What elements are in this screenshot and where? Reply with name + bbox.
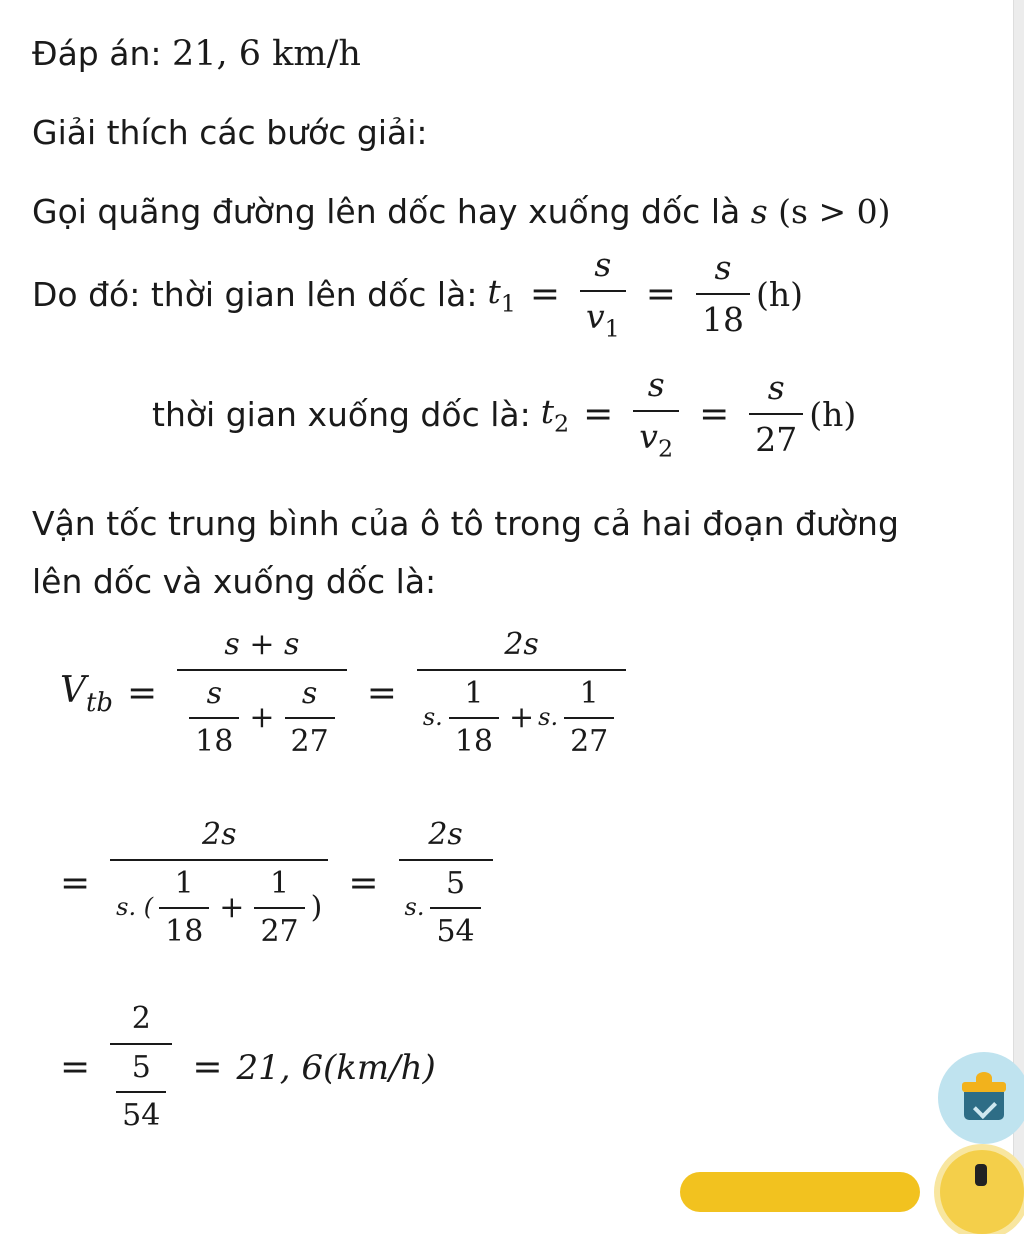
vtb-symbol: $V_{tb}$ [60, 669, 113, 718]
gift-icon [964, 1076, 1004, 1120]
t2-var: $t_2$ [540, 391, 570, 437]
paragraph-line-1: Vận tốc trung bình của ô tô trong cả hai đoạn đường [32, 504, 899, 543]
explain-heading: Giải thích các bước giải: [32, 113, 428, 152]
t2-text: thời gian xuống dốc là: [152, 394, 531, 434]
bottom-action-pill[interactable] [680, 1172, 920, 1212]
scrollbar-track[interactable] [1013, 0, 1024, 1193]
t2-line: thời gian xuống dốc là: $t_2$ = $\frac{s}{v_2}$ = $\frac{s}{27}$ (h) [152, 365, 857, 463]
t2-unit: (h) [809, 394, 857, 434]
t1-text: Do đó: thời gian lên dốc là: [32, 274, 478, 314]
define-text: Gọi quãng đường lên dốc hay xuống dốc là [32, 192, 741, 231]
exclamation-icon [975, 1164, 987, 1186]
eq1-fraction-left: s + s $\frac{s}{18}$ + $\frac{s}{27}$ [177, 628, 347, 760]
yellow-action-button[interactable] [940, 1150, 1024, 1234]
t1-fraction-2: $\frac{s}{18}$ [696, 249, 750, 339]
t1-var: $t_1$ [487, 271, 516, 317]
eq1-fraction-right: 2s s. $\frac{1}{18}$ + s. $\frac{1}{27}$ [417, 628, 626, 760]
equation-3: = $\frac{2}{\frac{5}{54}}$ = 21, 6(km/h) [60, 1001, 436, 1133]
eq2-fraction-right: 2s s. $\frac{5}{54}$ [399, 818, 493, 950]
gift-button[interactable] [938, 1052, 1024, 1144]
define-line [32, 190, 890, 234]
t2-fraction-2: $\frac{s}{27}$ [749, 369, 803, 459]
eq3-fraction: $\frac{2}{\frac{5}{54}}$ [110, 1002, 172, 1134]
answer-label: Đáp án: [32, 34, 162, 73]
eq2-fraction-left: 2s s. ( $\frac{1}{18}$ + $\frac{1}{27}$ ) [110, 818, 328, 950]
answer-line [32, 32, 361, 76]
t1-line: Do đó: thời gian lên dốc là: $t_1$ = $\frac{s}{v_1}$ = $\frac{s}{18}$ (h) [32, 245, 803, 343]
define-var: s [750, 192, 768, 231]
equation-2: = 2s s. ( $\frac{1}{18}$ + $\frac{1}{27}$ ) = 2s s. $\frac{5}{54}$ [60, 818, 499, 950]
paragraph-line-2: lên dốc và xuống dốc là: [32, 562, 437, 601]
equation-1: $V_{tb}$ = s + s $\frac{s}{18}$ + $\frac{s}{27}$ = 2s s. $\frac{1}{18}$ + s. $\frac{1}{27}$ [60, 628, 632, 760]
t1-fraction-1: $\frac{s}{v_1}$ [580, 246, 626, 343]
t2-fraction-1: $\frac{s}{v_2}$ [633, 366, 679, 463]
define-condition: (s > 0) [778, 192, 891, 231]
eq3-result: 21, 6(km/h) [236, 1047, 436, 1088]
t1-unit: (h) [755, 274, 803, 314]
answer-value: 21, 6 km/h [172, 34, 361, 74]
